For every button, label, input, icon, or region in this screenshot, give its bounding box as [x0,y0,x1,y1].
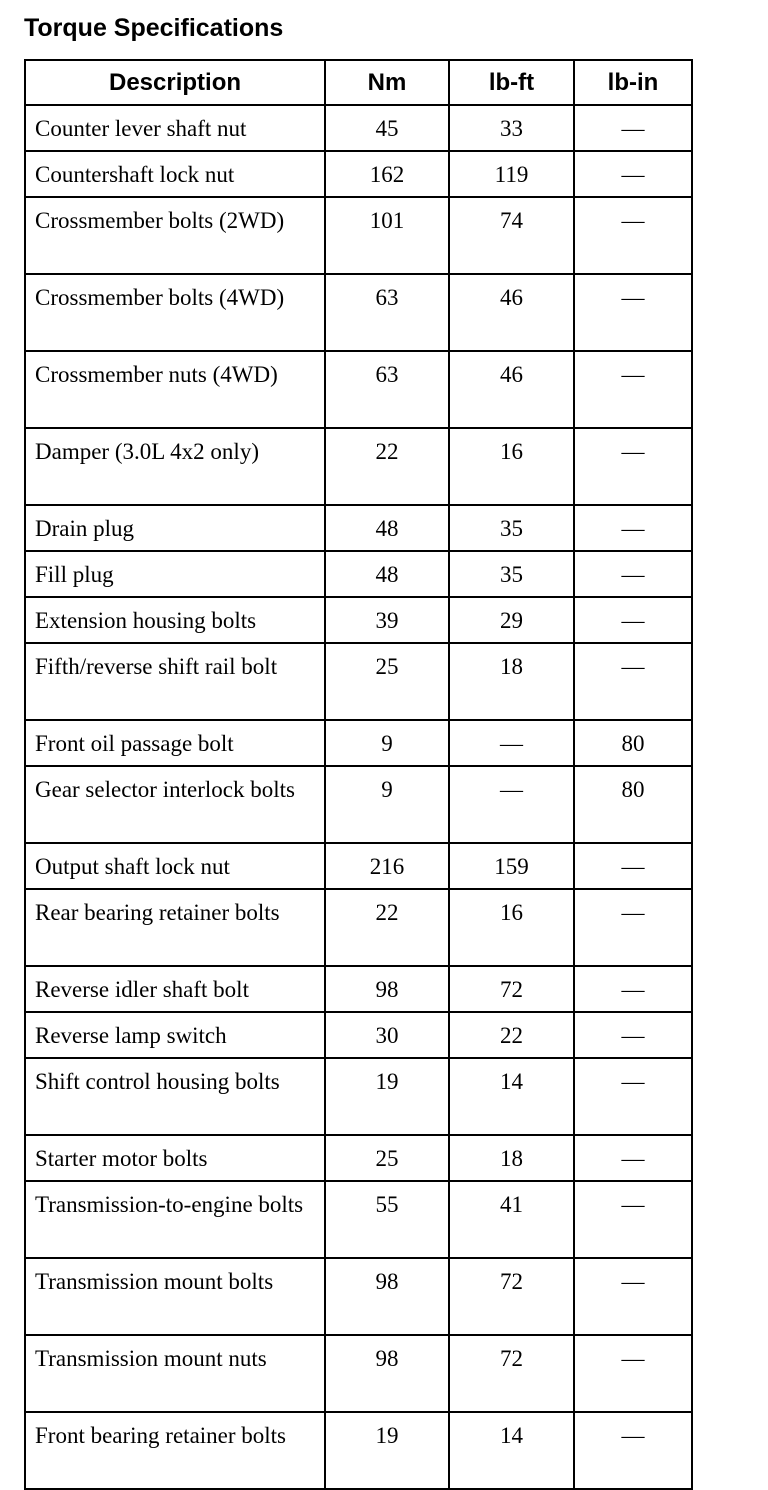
cell-lb-ft: 29 [449,597,574,643]
cell-nm: 22 [325,428,449,505]
cell-lb-in: — [574,1135,692,1181]
cell-description: Output shaft lock nut [25,843,325,889]
cell-nm: 98 [325,1335,449,1412]
torque-spec-table [24,59,693,1490]
cell-nm: 25 [325,1135,449,1181]
table-row [25,889,692,966]
cell-lb-in: — [574,1012,692,1058]
cell-nm: 45 [325,105,449,151]
cell-description: Crossmember bolts (4WD) [25,274,325,351]
cell-description: Countershaft lock nut [25,151,325,197]
cell-lb-ft: 35 [449,505,574,551]
cell-description: Counter lever shaft nut [25,105,325,151]
table-row [25,274,692,351]
cell-nm: 48 [325,551,449,597]
cell-lb-ft: 33 [449,105,574,151]
cell-nm: 39 [325,597,449,643]
cell-description: Crossmember bolts (2WD) [25,197,325,274]
cell-lb-ft: 18 [449,1135,574,1181]
cell-description: Shift control housing bolts [25,1058,325,1135]
cell-description: Gear selector interlock bolts [25,766,325,843]
table-row [25,843,692,889]
cell-lb-in: — [574,428,692,505]
cell-lb-ft: 74 [449,197,574,274]
cell-lb-ft: — [449,766,574,843]
cell-description: Transmission mount nuts [25,1335,325,1412]
cell-lb-ft: 18 [449,643,574,720]
cell-lb-ft: 72 [449,966,574,1012]
header-nm: Nm [325,60,449,105]
cell-nm: 9 [325,766,449,843]
cell-lb-in: — [574,643,692,720]
table-row [25,151,692,197]
cell-nm: 63 [325,351,449,428]
table-row [25,1181,692,1258]
cell-lb-in: — [574,889,692,966]
cell-lb-ft: 16 [449,428,574,505]
cell-nm: 55 [325,1181,449,1258]
cell-lb-ft: 72 [449,1258,574,1335]
cell-lb-ft: 46 [449,351,574,428]
cell-lb-ft: 16 [449,889,574,966]
cell-lb-in: — [574,105,692,151]
cell-description: Fifth/reverse shift rail bolt [25,643,325,720]
cell-lb-ft: 46 [449,274,574,351]
table-row [25,351,692,428]
cell-lb-ft: 159 [449,843,574,889]
cell-lb-ft: 119 [449,151,574,197]
table-row [25,1258,692,1335]
cell-nm: 19 [325,1412,449,1489]
header-lb-in: lb-in [574,60,692,105]
cell-lb-in: 80 [574,720,692,766]
cell-lb-in: — [574,151,692,197]
table-row [25,197,692,274]
table-row [25,643,692,720]
cell-lb-in: — [574,1058,692,1135]
cell-description: Transmission mount bolts [25,1258,325,1335]
cell-description: Rear bearing retainer bolts [25,889,325,966]
cell-description: Reverse idler shaft bolt [25,966,325,1012]
cell-nm: 30 [325,1012,449,1058]
cell-lb-ft: 35 [449,551,574,597]
table-row [25,1058,692,1135]
cell-nm: 98 [325,966,449,1012]
table-row [25,551,692,597]
table-row [25,597,692,643]
table-row [25,1412,692,1489]
header-description: Description [25,60,325,105]
cell-nm: 9 [325,720,449,766]
cell-nm: 63 [325,274,449,351]
cell-lb-in: — [574,551,692,597]
cell-lb-in: — [574,274,692,351]
table-row [25,1135,692,1181]
cell-lb-in: — [574,843,692,889]
cell-nm: 98 [325,1258,449,1335]
table-row [25,966,692,1012]
cell-description: Damper (3.0L 4x2 only) [25,428,325,505]
cell-lb-in: — [574,1335,692,1412]
table-row [25,1012,692,1058]
table-row [25,505,692,551]
cell-description: Front bearing retainer bolts [25,1412,325,1489]
cell-nm: 101 [325,197,449,274]
cell-nm: 25 [325,643,449,720]
header-lb-ft: lb-ft [449,60,574,105]
cell-lb-ft: 72 [449,1335,574,1412]
page-title: Torque Specifications [24,14,284,42]
table-row [25,720,692,766]
table-header-row [25,60,692,105]
table-row [25,105,692,151]
cell-nm: 216 [325,843,449,889]
cell-nm: 22 [325,889,449,966]
cell-lb-in: — [574,966,692,1012]
cell-nm: 19 [325,1058,449,1135]
cell-description: Extension housing bolts [25,597,325,643]
cell-nm: 162 [325,151,449,197]
cell-lb-ft: 22 [449,1012,574,1058]
cell-lb-ft: — [449,720,574,766]
cell-description: Starter motor bolts [25,1135,325,1181]
table-row [25,428,692,505]
cell-description: Transmission-to-engine bolts [25,1181,325,1258]
table-row [25,1335,692,1412]
cell-lb-in: — [574,505,692,551]
cell-lb-ft: 41 [449,1181,574,1258]
cell-lb-in: — [574,1258,692,1335]
cell-description: Drain plug [25,505,325,551]
cell-lb-ft: 14 [449,1058,574,1135]
cell-lb-in: — [574,197,692,274]
cell-lb-ft: 14 [449,1412,574,1489]
cell-lb-in: — [574,597,692,643]
cell-nm: 48 [325,505,449,551]
cell-description: Reverse lamp switch [25,1012,325,1058]
cell-description: Fill plug [25,551,325,597]
cell-lb-in: 80 [574,766,692,843]
table-row [25,766,692,843]
cell-lb-in: — [574,1412,692,1489]
cell-lb-in: — [574,351,692,428]
cell-description: Crossmember nuts (4WD) [25,351,325,428]
cell-description: Front oil passage bolt [25,720,325,766]
cell-lb-in: — [574,1181,692,1258]
